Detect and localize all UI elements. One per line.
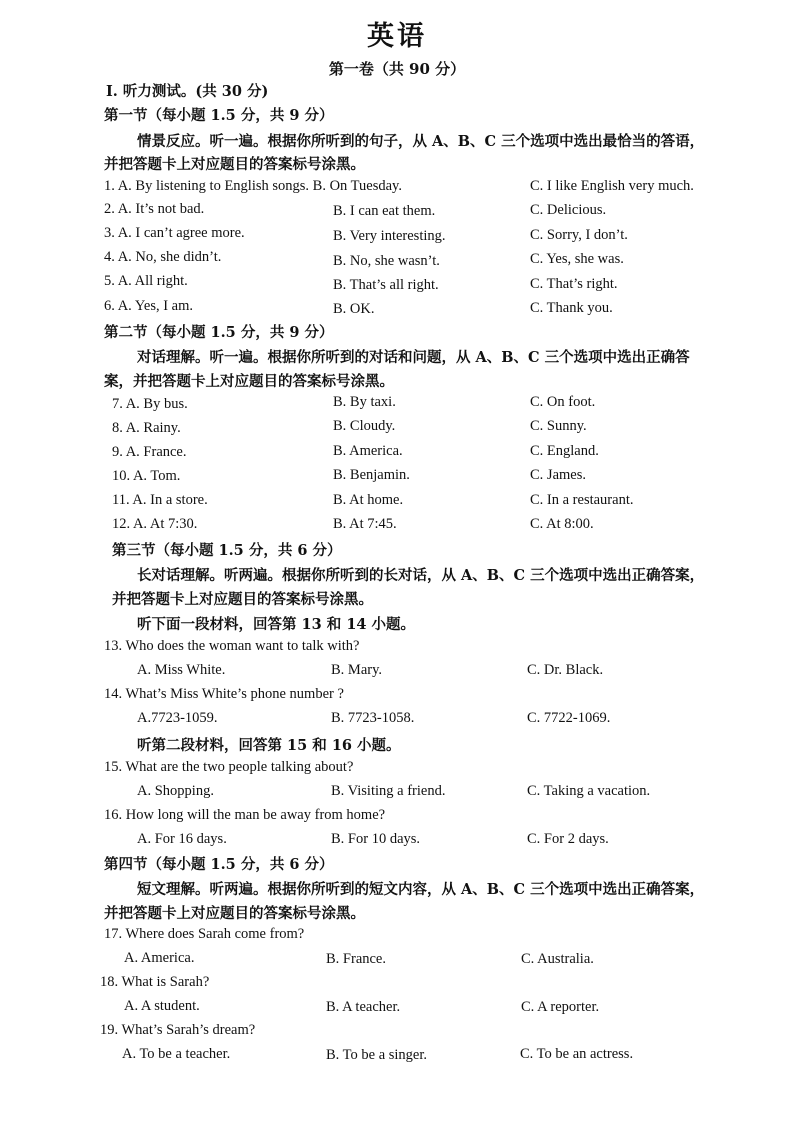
q16-question: 16. How long will the man be away from home? [104, 807, 386, 823]
material1-note: 听下面一段材料，回答第 13 和 14 小题。 [137, 616, 416, 633]
section1-instruction: 情景反应。听一遍。根据你所听到的句子，从 A、B、C 三个选项中选出最恰当的答语， [137, 133, 705, 150]
q7-option-c: C. On foot. [530, 394, 596, 410]
q18-option-c: C. A reporter. [521, 999, 600, 1015]
q13-option-c: C. Dr. Black. [527, 662, 604, 678]
q13-question: 13. Who does the woman want to talk with? [104, 638, 360, 654]
q5-option-b: B. That’s all right. [333, 277, 439, 293]
q19-option-a: A. To be a teacher. [122, 1046, 231, 1062]
material2-note: 听第二段材料，回答第 15 和 16 小题。 [137, 737, 401, 754]
q8-option-a: 8. A. Rainy. [112, 420, 181, 436]
q6-option-b: B. OK. [333, 301, 375, 317]
q11-option-a: 11. A. In a store. [112, 492, 208, 508]
q2-option-a: 2. A. It’s not bad. [104, 201, 205, 217]
q2-option-b: B. I can eat them. [333, 203, 436, 219]
q13-option-b: B. Mary. [331, 662, 383, 678]
q17-option-c: C. Australia. [521, 951, 594, 967]
q15-option-c: C. Taking a vacation. [527, 783, 651, 799]
q9-option-b: B. America. [333, 443, 403, 459]
q11-option-b: B. At home. [333, 492, 404, 508]
q16-option-a: A. For 16 days. [137, 831, 227, 847]
q17-question: 17. Where does Sarah come from? [104, 926, 305, 942]
q3-option-b: B. Very interesting. [333, 228, 446, 244]
q14-option-b: B. 7723-1058. [331, 710, 415, 726]
q16-option-b: B. For 10 days. [331, 831, 421, 847]
q10-option-b: B. Benjamin. [333, 467, 410, 483]
q14-option-c: C. 7722-1069. [527, 710, 611, 726]
q8-option-c: C. Sunny. [530, 418, 587, 434]
page-title: 英语 [367, 21, 427, 52]
q18-question: 18. What is Sarah? [100, 974, 210, 990]
q1-option-a: 1. A. By listening to English songs. B. On Tuesday. [104, 178, 402, 194]
q4-option-b: B. No, she wasn’t. [333, 253, 440, 269]
q8-option-b: B. Cloudy. [333, 418, 396, 434]
q15-option-b: B. Visiting a friend. [331, 783, 446, 799]
section4-instruction-cont: 并把答题卡上对应题目的答案标号涂黑。 [104, 905, 365, 922]
q19-question: 19. What’s Sarah’s dream? [100, 1022, 256, 1038]
q12-option-b: B. At 7:45. [333, 516, 397, 532]
q12-option-a: 12. A. At 7:30. [112, 516, 198, 532]
q4-option-c: C. Yes, she was. [530, 251, 624, 267]
q14-option-a: A.7723-1059. [137, 710, 218, 726]
section3-heading: 第三节（每小题 1.5 分，共 6 分） [112, 542, 342, 559]
q12-option-c: C. At 8:00. [530, 516, 594, 532]
section3-instruction-cont: 并把答题卡上对应题目的答案标号涂黑。 [112, 591, 373, 608]
part-heading: I. 听力测试。(共 30 分) [106, 83, 269, 100]
q4-option-a: 4. A. No, she didn’t. [104, 249, 222, 265]
q15-option-a: A. Shopping. [137, 783, 214, 799]
q9-option-a: 9. A. France. [112, 444, 187, 460]
q16-option-c: C. For 2 days. [527, 831, 609, 847]
section4-heading: 第四节（每小题 1.5 分，共 6 分） [104, 856, 334, 873]
q15-question: 15. What are the two people talking about? [104, 759, 354, 775]
q17-option-a: A. America. [124, 950, 195, 966]
q6-option-a: 6. A. Yes, I am. [104, 298, 194, 314]
q19-option-b: B. To be a singer. [326, 1047, 428, 1063]
q18-option-b: B. A teacher. [326, 999, 401, 1015]
q11-option-c: C. In a restaurant. [530, 492, 634, 508]
q18-option-a: A. A student. [124, 998, 200, 1014]
section2-heading: 第二节（每小题 1.5 分，共 9 分） [104, 324, 334, 341]
q2-option-c: C. Delicious. [530, 202, 607, 218]
q3-option-c: C. Sorry, I don’t. [530, 227, 628, 243]
q7-option-a: 7. A. By bus. [112, 396, 188, 412]
q9-option-c: C. England. [530, 443, 599, 459]
q13-option-a: A. Miss White. [137, 662, 226, 678]
q7-option-b: B. By taxi. [333, 394, 396, 410]
q10-option-a: 10. A. Tom. [112, 468, 181, 484]
q14-question: 14. What’s Miss White’s phone number ? [104, 686, 344, 702]
q17-option-b: B. France. [326, 951, 386, 967]
q3-option-a: 3. A. I can’t agree more. [104, 225, 245, 241]
q1-option-c: C. I like English very much. [530, 178, 694, 194]
q5-option-c: C. That’s right. [530, 276, 618, 292]
q6-option-c: C. Thank you. [530, 300, 613, 316]
section2-instruction: 对话理解。听一遍。根据你所听到的对话和问题，从 A、B、C 三个选项中选出正确答 [137, 349, 690, 366]
section2-instruction-cont: 案，并把答题卡上对应题目的答案标号涂黑。 [104, 373, 394, 390]
section4-instruction: 短文理解。听两遍。根据你所听到的短文内容，从 A、B、C 三个选项中选出正确答案， [137, 881, 705, 898]
q10-option-c: C. James. [530, 467, 586, 483]
section1-instruction-cont: 并把答题卡上对应题目的答案标号涂黑。 [104, 156, 365, 173]
section1-heading: 第一节（每小题 1.5 分，共 9 分） [104, 107, 334, 124]
section3-instruction: 长对话理解。听两遍。根据你所听到的长对话，从 A、B、C 三个选项中选出正确答案， [137, 567, 705, 584]
paper-subtitle: 第一卷（共 90 分） [328, 60, 466, 78]
q5-option-a: 5. A. All right. [104, 273, 188, 289]
q19-option-c: C. To be an actress. [520, 1046, 634, 1062]
